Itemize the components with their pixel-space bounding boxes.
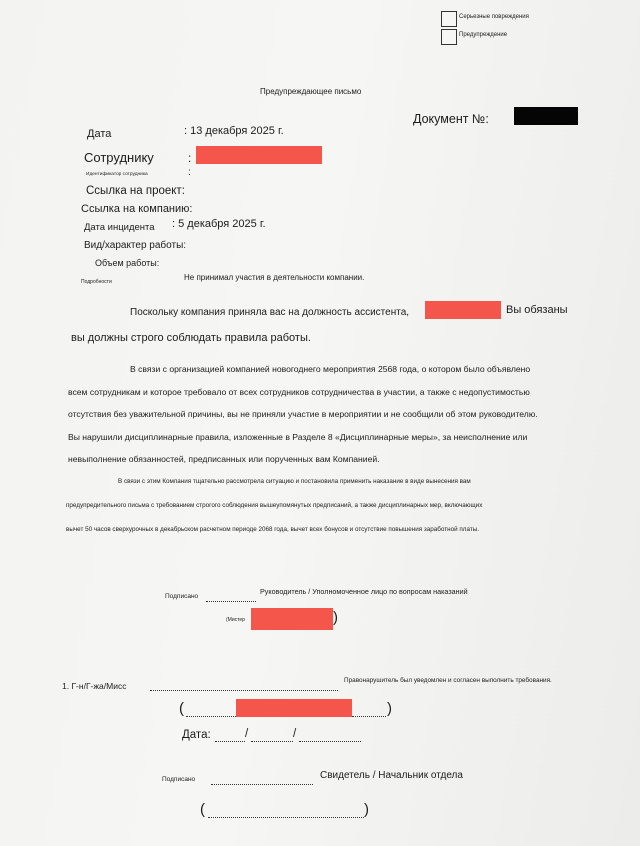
details-label: Подробности xyxy=(81,279,112,285)
work-volume-label: Объем работы: xyxy=(95,258,160,268)
employee-id-label: Идентификатор сотрудника xyxy=(86,172,148,177)
penalty-line-3: вычет 50 часов сверхурочных в декабрьском расчетном периоде 2068 года, вычет всех бонусов и отсутствие повышения заработной платы. xyxy=(66,526,479,533)
recipient-signature-line[interactable] xyxy=(150,690,338,691)
document-number-label: Документ №: xyxy=(413,112,489,126)
body-line-1: В связи с организацией компанией новогоднего мероприятия 2568 года, о котором было объявлено xyxy=(130,364,531,374)
incident-date-label: Дата инцидента xyxy=(84,222,155,233)
recipient-name-line-left[interactable] xyxy=(186,716,236,717)
serious-damage-checkbox[interactable] xyxy=(441,11,457,27)
manager-close-paren: ) xyxy=(333,609,338,626)
ack-date-month[interactable] xyxy=(251,741,293,742)
employee-id-colon: : xyxy=(188,167,191,178)
intro-line-1: Поскольку компания приняла вас на должность ассистента, xyxy=(130,307,410,318)
company-link-label: Ссылка на компанию: xyxy=(81,203,193,215)
manager-signed-label: Подписано xyxy=(165,593,199,600)
body-line-3: отсутствия без уважительной причины, вы не приняли участие в мероприятии и не сообщили об этом руководителю. xyxy=(68,409,538,420)
body-line-2: всем сотрудникам и которое требовало от всех сотрудников сотрудничества в участии, а также с недопустимостью xyxy=(68,386,530,397)
date-label: Дата xyxy=(87,128,112,140)
ack-date-slash-2: / xyxy=(293,728,297,740)
warning-label: Предупреждение xyxy=(459,32,508,38)
recipient-open-paren: ( xyxy=(179,700,184,717)
work-type-label: Вид/характер работы: xyxy=(84,240,187,251)
ack-date-slash-1: / xyxy=(245,728,249,740)
assistant-name-redaction xyxy=(425,301,501,319)
manager-role: Руководитель / Уполномоченное лицо по вопросам наказаний xyxy=(260,587,468,596)
witness-signed-label: Подписано xyxy=(162,776,196,783)
details-value: Не принимал участия в деятельности компании. xyxy=(184,273,365,282)
witness-role: Свидетель / Начальник отдела xyxy=(320,770,463,781)
witness-close-paren: ) xyxy=(364,801,369,818)
intro-line-2: вы должны строго соблюдать правила работы. xyxy=(71,332,311,344)
witness-signature-line[interactable] xyxy=(211,784,313,785)
recipient-name-line-right[interactable] xyxy=(352,716,386,717)
penalty-line-2: предупредительного письма с требованием строгого соблюдения вышеупомянутых предписаний, а также дисциплинарных мер, включающих xyxy=(66,502,483,509)
employee-label: Сотруднику xyxy=(84,150,154,165)
penalty-paragraph xyxy=(66,470,482,542)
employee-colon: : xyxy=(188,151,192,165)
witness-name-line[interactable] xyxy=(208,817,364,818)
body-paragraph xyxy=(68,358,538,471)
incident-date-value: : 5 декабря 2025 г. xyxy=(172,218,266,230)
recipient-name-redaction xyxy=(236,699,352,717)
acknowledgement-statement: Правонарушитель был уведомлен и согласен выполнить требования. xyxy=(344,677,552,684)
recipient-label: 1. Г-н/Г-жа/Мисс xyxy=(62,681,127,691)
body-line-5: невыполнение обязанностей, предписанных или порученных вам Компанией. xyxy=(68,454,380,465)
ack-date-year[interactable] xyxy=(299,741,361,742)
witness-open-paren: ( xyxy=(200,801,205,818)
document-number-redaction xyxy=(514,107,578,125)
body-line-4: Вы нарушили дисциплинарные правила, изложенные в Разделе 8 «Дисциплинарные меры», за неисполнение или xyxy=(68,431,528,442)
employee-name-redaction xyxy=(196,146,322,164)
penalty-line-1: В связи с этим Компания тщательно рассмотрела ситуацию и постановила применить наказание в виде вынесения вам xyxy=(118,478,471,485)
serious-damage-label: Серьезные повреждения xyxy=(459,14,529,20)
project-link-label: Ссылка на проект: xyxy=(86,185,185,197)
ack-date-label: Дата: xyxy=(182,729,211,741)
mister-label: (Мистер xyxy=(226,617,245,623)
warning-checkbox[interactable] xyxy=(441,29,457,45)
letter-title: Предупреждающее письмо xyxy=(260,87,362,96)
ack-date-day[interactable] xyxy=(215,741,245,742)
manager-signature-line[interactable] xyxy=(206,601,256,602)
manager-name-redaction xyxy=(251,608,333,630)
recipient-close-paren: ) xyxy=(387,700,392,717)
intro-line-1-end: Вы обязаны xyxy=(506,304,568,316)
date-value: : 13 декабря 2025 г. xyxy=(184,125,284,137)
